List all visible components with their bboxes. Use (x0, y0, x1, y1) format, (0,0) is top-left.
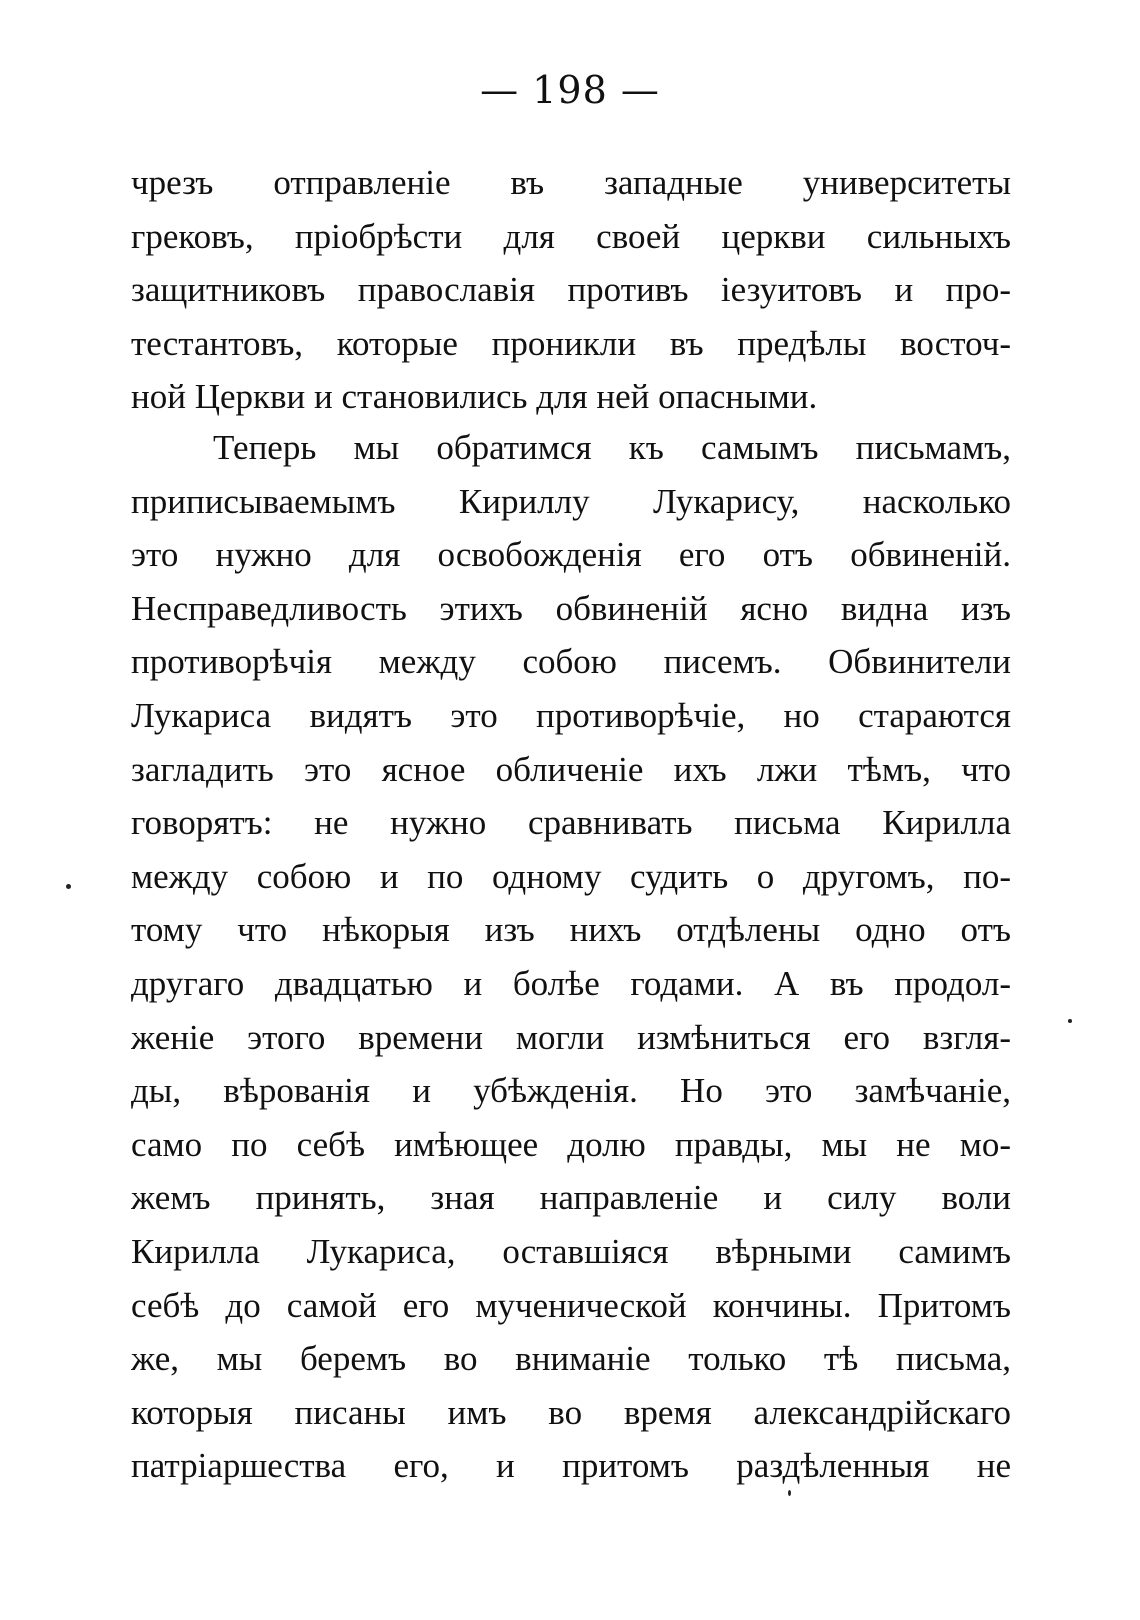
text-line: патріаршества его, и притомъ раздѣленныя не (131, 1446, 1011, 1486)
scan-speck (788, 1490, 791, 1496)
text-line: Теперь мы обратимся къ самымъ письмамъ, (213, 428, 1011, 467)
text-line: это нужно для освобожденія его отъ обвиненій. (131, 535, 1011, 575)
text-line: само по себѣ имѣющее долю правды, мы не мо- (131, 1124, 1011, 1164)
text-line: ной Церкви и становились для ней опасными. (131, 377, 818, 417)
paragraph-2 (131, 421, 1011, 1493)
text-line: загладить это ясное обличеніе ихъ лжи тѣмъ, что (131, 749, 1011, 789)
text-line: противорѣчія между собою писемъ. Обвинители (131, 642, 1011, 682)
text-line: ды, вѣрованія и убѣжденія. Но это замѣчаніе, (131, 1071, 1011, 1111)
text-line: другаго двадцатью и болѣе годами. А въ продол- (131, 963, 1011, 1003)
text-line: женіе этого времени могли измѣниться его взгля- (131, 1017, 1011, 1057)
text-line: Кирилла Лукариса, оставшіяся вѣрными самимъ (131, 1231, 1011, 1271)
text-line: себѣ до самой его мученической кончины. Притомъ (131, 1285, 1011, 1325)
text-line: жемъ принять, зная направленіе и силу воли (131, 1178, 1011, 1218)
text-line: которыя писаны имъ во время александрійскаго (131, 1392, 1011, 1432)
page-number: — 198 — (480, 68, 660, 112)
text-line: тому что нѣкорыя изъ нихъ отдѣлены одно отъ (131, 910, 1011, 950)
text-line: приписываемымъ Кириллу Лукарису, насколько (131, 481, 1011, 521)
scan-speck (1068, 1019, 1072, 1023)
text-line: между собою и по одному судить о другомъ, по- (131, 856, 1011, 896)
text-line: тестантовъ, которые проникли въ предѣлы восточ- (131, 323, 1011, 363)
text-line: говорятъ: не нужно сравнивать письма Кирилла (131, 803, 1011, 843)
scan-speck (66, 884, 71, 889)
text-line: же, мы беремъ во вниманіе только тѣ письма, (131, 1339, 1011, 1379)
text-line: Лукариса видятъ это противорѣчіе, но стараются (131, 695, 1011, 735)
text-line: грековъ, пріобрѣсти для своей церкви сильныхъ (131, 216, 1011, 256)
text-line: чрезъ отправленіе въ западные университеты (131, 163, 1011, 202)
text-line: Несправедливость этихъ обвиненій ясно видна изъ (131, 588, 1011, 628)
text-line: защитниковъ православія противъ іезуитовъ и про- (131, 270, 1011, 310)
paragraph-1 (131, 156, 1011, 424)
